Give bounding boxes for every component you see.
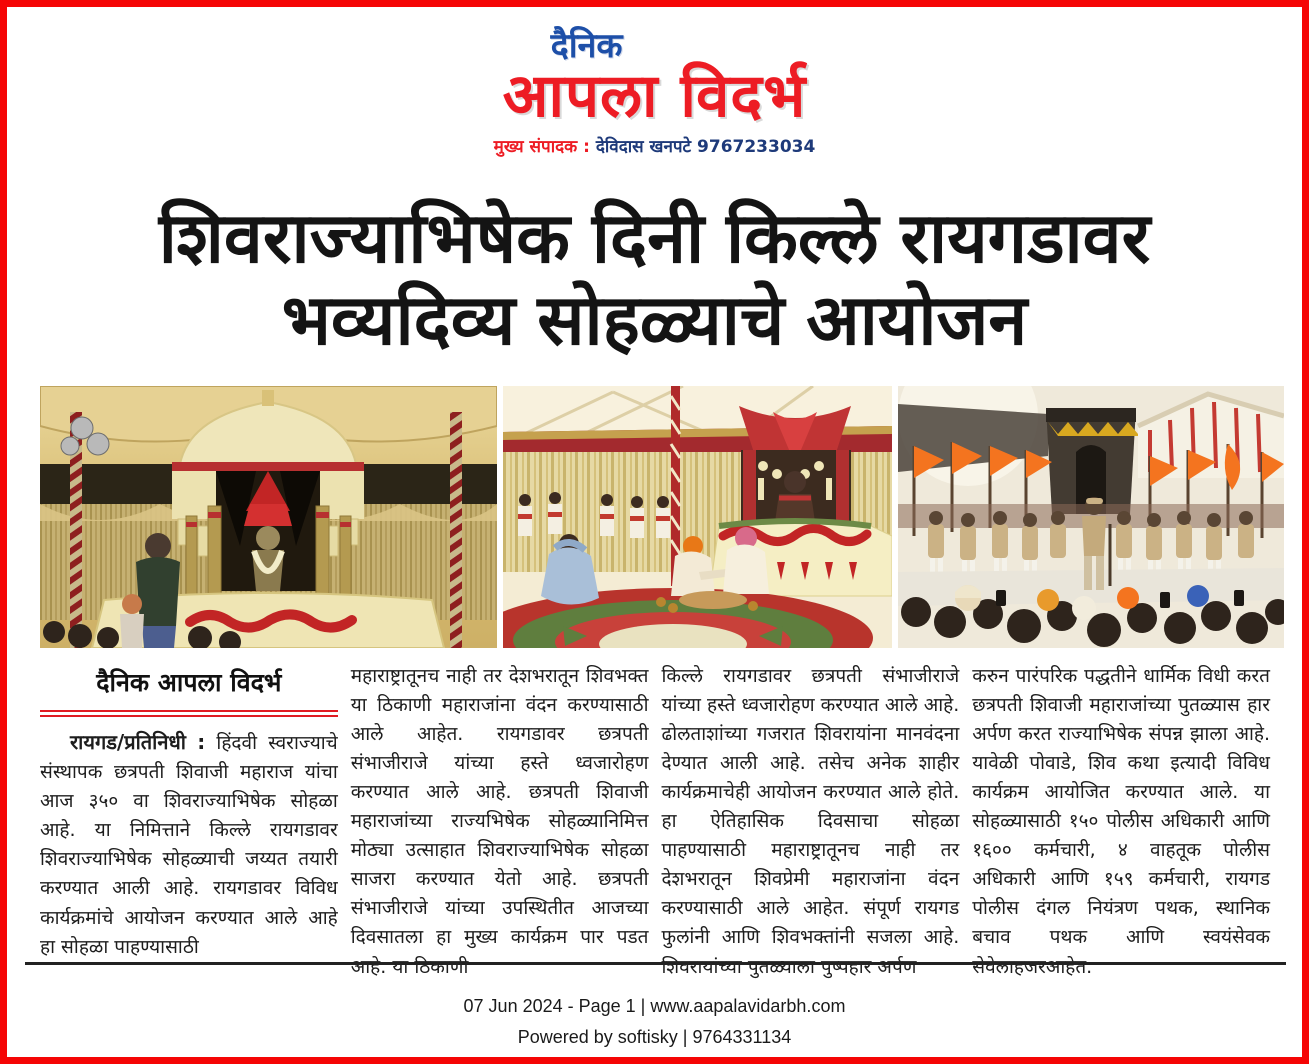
photo-ritual-rangoli xyxy=(503,386,892,648)
masthead xyxy=(7,7,1302,157)
editor-value: देविदास खनपटे 9767233034 xyxy=(595,136,816,157)
headline-line-1: शिवराज्याभिषेक दिनी किल्ले रायगडावर xyxy=(158,196,1151,279)
column-box-title: दैनिक आपला विदर्भ xyxy=(96,667,282,697)
dateline-separator: : xyxy=(197,730,206,755)
column3-text: किल्ले रायगडावर छत्रपती संभाजीराजे यांच्या हस्ते ध्वजारोहण करण्यात आले आहे. ढोलताशांच्या गजरात शिवरायांना मानवंदना देण्यात आली आहे. तसेच अनेक शाहीर कार्यक्रमाचेही आयोजन करण्यात आले होते. हा ऐतिहासिक दिवसाचा सोहळा पाहण्यासाठी महाराष्ट्रातूनच नाही तर देशभरातून शिवप्रेमी महाराजांना वंदन करण्यासाठी आले आहेत. संपूर्ण रायगड फुलांनी आणि शिवभक्तांनी सजला आहे. शिवरायांच्या पुतळ्याला पुष्पहार अर्पण xyxy=(661,664,960,978)
masthead-logo xyxy=(502,26,807,131)
masthead-kicker: दैनिक xyxy=(550,26,623,66)
article-column-2 xyxy=(351,662,649,982)
article-column-3 xyxy=(662,662,960,982)
dateline: रायगड/प्रतिनिधी xyxy=(70,730,186,755)
masthead-title: आपला विदर्भ xyxy=(502,60,807,131)
footer-powered-by: Powered by softisky | 9764331134 xyxy=(517,1026,792,1047)
red-divider xyxy=(40,710,338,717)
column2-text: महाराष्ट्रातूनच नाही तर देशभरातून शिवभक्त या ठिकाणी महाराजांना वंदन करण्यासाठी आले आहेत. रायगडावर छत्रपती संभाजीराजे यांच्या हस्ते ध्वजारोहण करण्यात आले आहे. छत्रपती शिवाजी महाराजांच्या राज्यभिषेक सोहळ्यानिमित्त मोठ्या उत्साहात शिवराज्याभिषेक सोहळा साजरा करण्यात येतो आहे. छत्रपती संभाजीराजे यांच्या उपस्थितीत आजच्या दिवसातला हा मुख्य कार्यक्रम पार पडत आहे. या ठिकाणी xyxy=(350,664,649,978)
main-headline xyxy=(7,197,1302,362)
page-footer xyxy=(7,991,1302,1052)
masthead-editor-line xyxy=(7,134,1302,157)
photo-strip xyxy=(40,386,1269,648)
footer-divider xyxy=(25,962,1286,965)
article-column-4 xyxy=(972,662,1270,982)
article-body xyxy=(40,662,1270,982)
photo-fort-gate-parade xyxy=(898,386,1284,648)
column1-text: हिंदवी स्वराज्याचे संस्थापक छत्रपती शिवाजी महाराज यांचा आज ३५० वा शिवराज्याभिषेक सोहळा आहे. या निमित्ताने किल्ले रायगडावर शिवराज्याभिषेक सोहळ्याची जय्यत तयारी करण्यात आली आहे. रायगडावर विविध कार्यक्रमांचे आयोजन करण्यात आले आहे हा सोहळा पाहण्यासाठी xyxy=(40,732,338,958)
photo-canopy-statue xyxy=(40,386,497,648)
editor-label: मुख्य संपादक : xyxy=(493,136,590,157)
footer-date-page-url: 07 Jun 2024 - Page 1 | www.aapalavidarbh.com xyxy=(463,996,846,1016)
article-column-1 xyxy=(40,662,338,982)
headline-line-2: भव्यदिव्य सोहळ्याचे आयोजन xyxy=(281,279,1028,362)
column4-text: करुन पारंपरिक पद्धतीने धार्मिक विधी करत छत्रपती शिवाजी महाराजांच्या पुतळ्यास हार अर्पण करत राज्याभिषेक संपन्न झाला आहे. यावेळी पोवाडे, शिव कथा इत्यादी विविध कार्यक्रम आयोजित करण्यात आले. या सोहळ्यासाठी १५० पोलीस अधिकारी आणि १६०० कर्मचारी, ४ वाहतूक पोलीस अधिकारी आणि १५९ कर्मचारी, रायगड पोलीस दंगल नियंत्रण पथक, स्थानिक बचाव पथक आणि स्वयंसेवक सेवेलाहजरआहेत. xyxy=(972,664,1270,978)
